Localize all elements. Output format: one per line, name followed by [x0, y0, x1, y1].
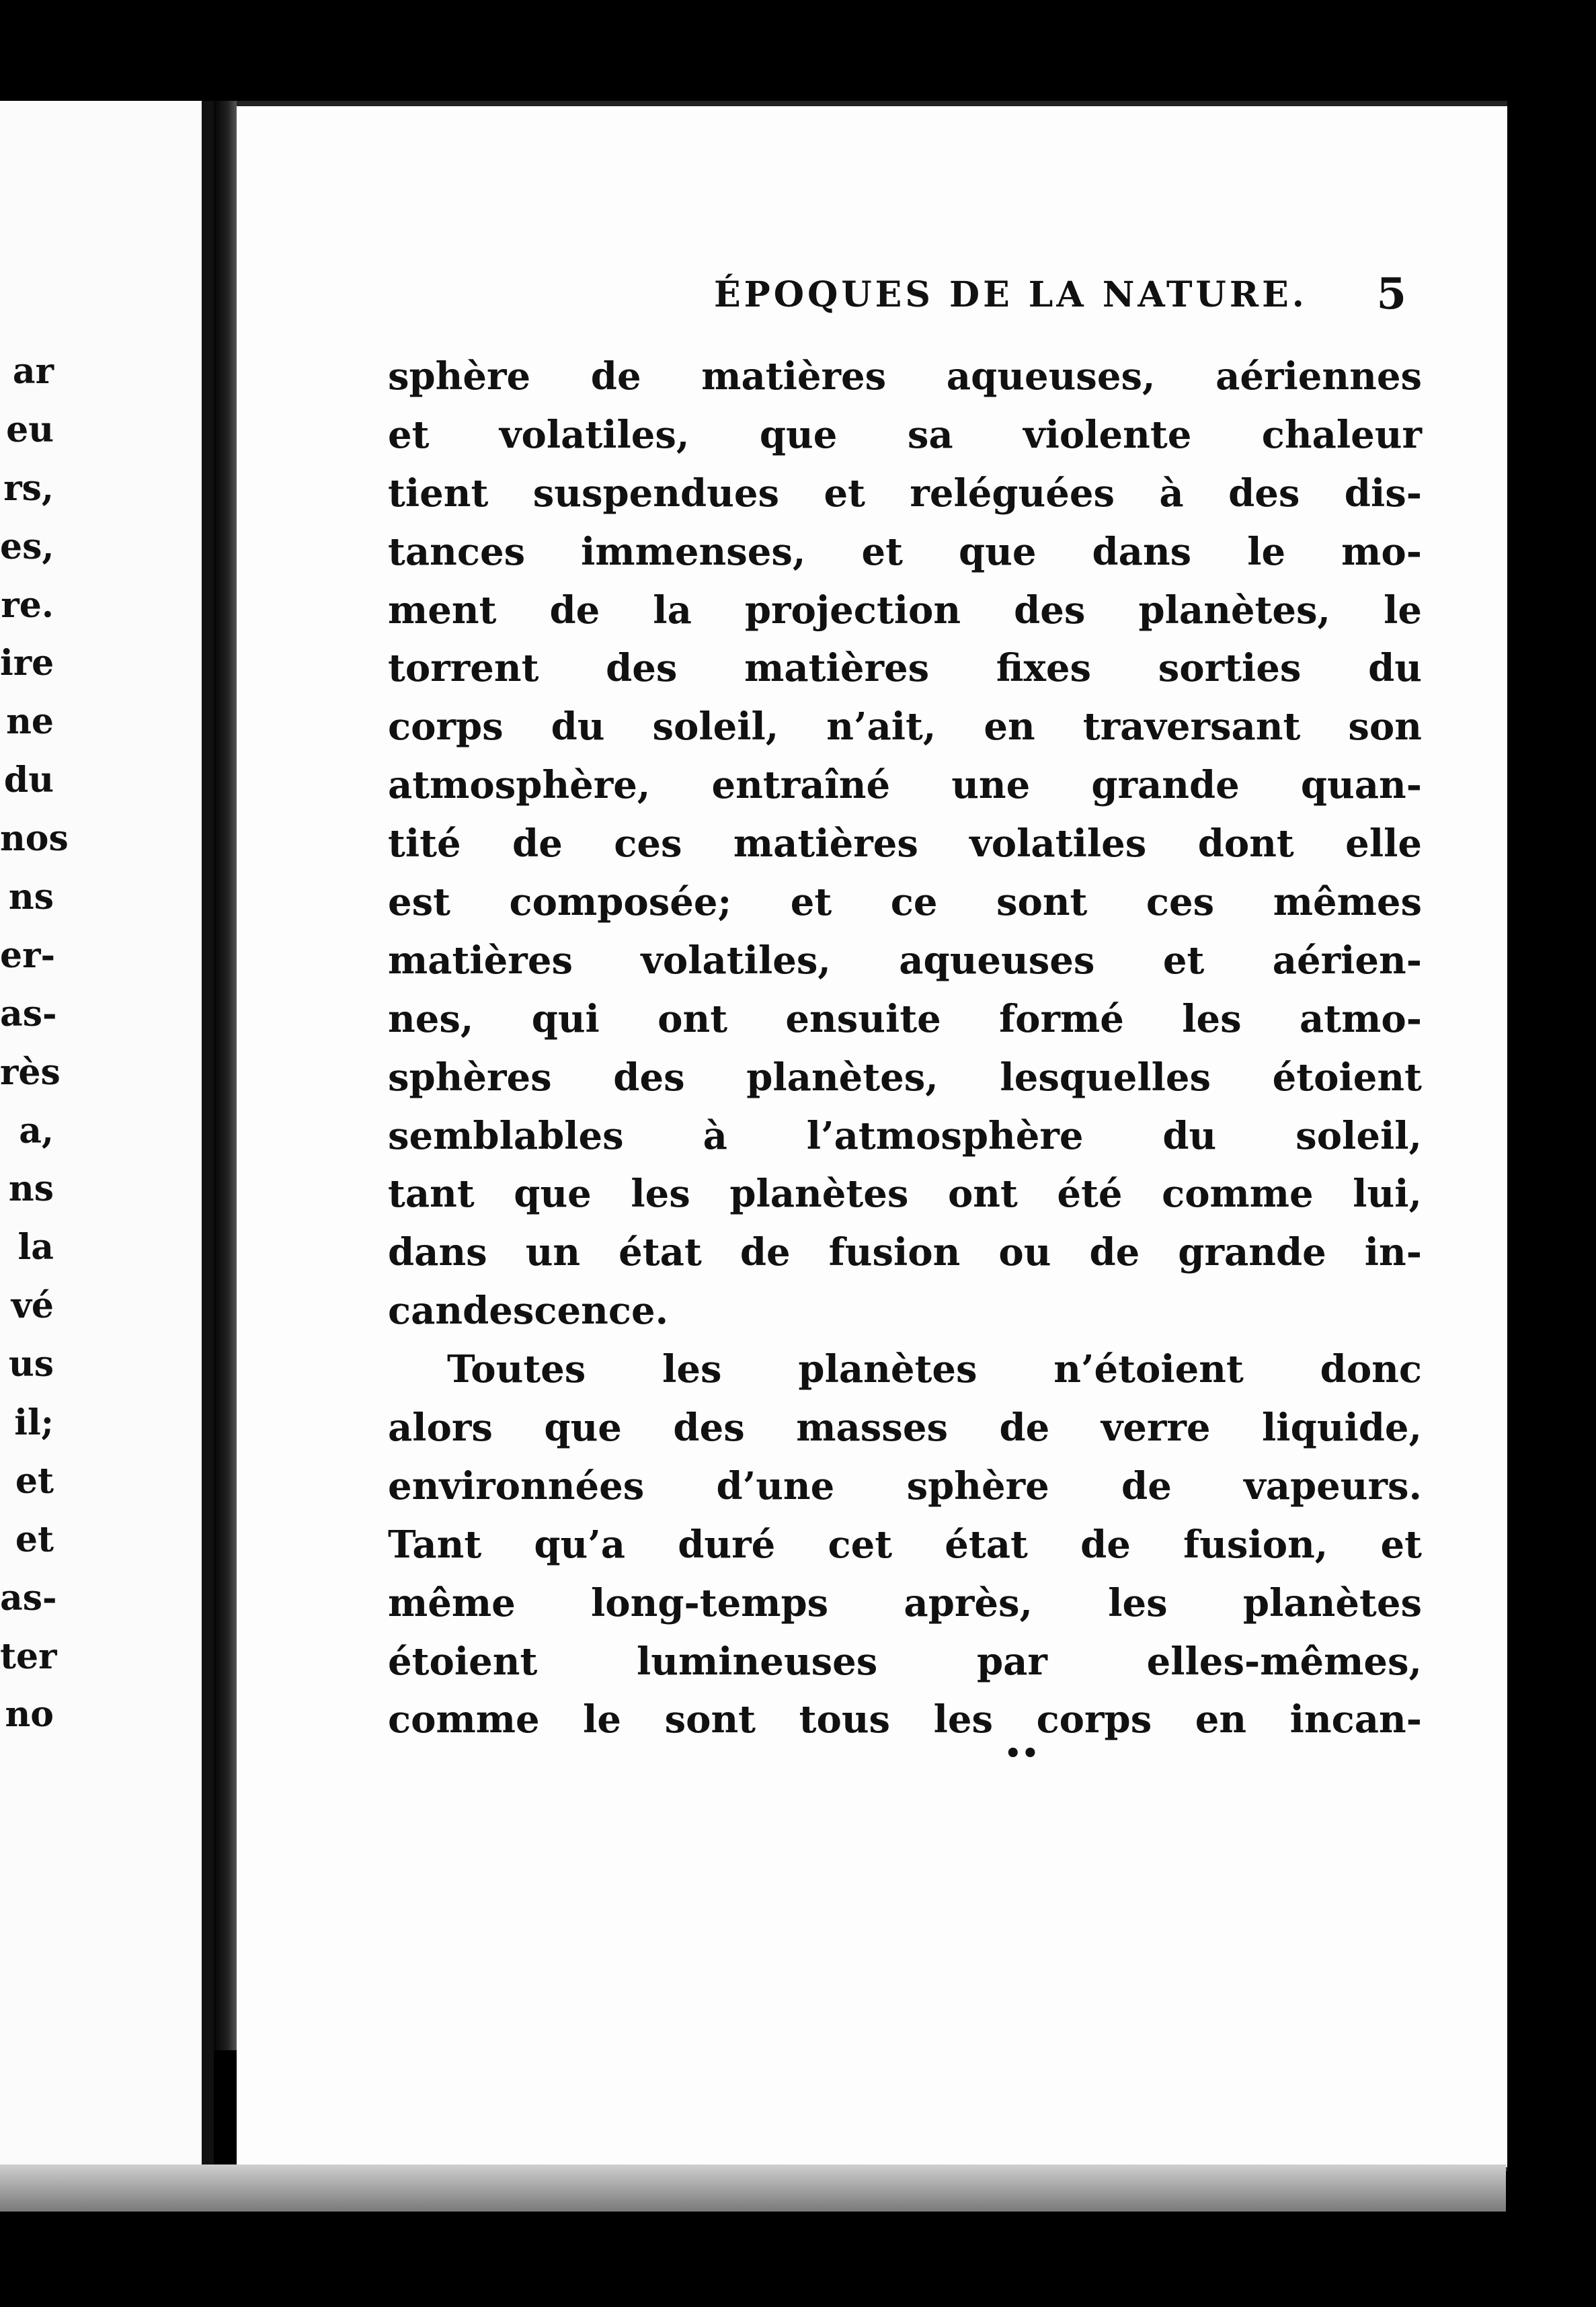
text-line: étoient lumineuses par elles-mêmes, [388, 1639, 1422, 1684]
fragment-line: ar [12, 351, 54, 392]
fragment-line: il; [14, 1402, 54, 1444]
fragment-line: er- [0, 934, 56, 976]
fragment-line: us [8, 1344, 54, 1385]
fragment-line: as- [0, 993, 57, 1035]
fragment-line: eu [6, 409, 54, 450]
text-line: sphère de matières aqueuses, aériennes [388, 354, 1422, 399]
signature-mark: •• [1004, 1738, 1039, 1769]
text-line: dans un état de fusion ou de grande in- [388, 1230, 1422, 1275]
fragment-line: ns [8, 877, 54, 918]
facing-page-text-fragments [0, 343, 69, 1744]
fragment-line: as- [0, 1577, 57, 1619]
fragment-line: la [17, 1227, 54, 1268]
fragment-line: vé [11, 1285, 54, 1327]
text-line: tant que les planètes ont été comme lui, [388, 1172, 1422, 1217]
body-text [388, 348, 1422, 1749]
text-line: comme le sont tous les corps en incan- [388, 1697, 1422, 1742]
text-line: tances immenses, et que dans le mo- [388, 529, 1422, 574]
text-line: est composée; et ce sont ces mêmes [388, 880, 1422, 925]
text-line: environnées d’une sphère de vapeurs. [388, 1463, 1422, 1508]
fragment-line: et [15, 1519, 54, 1560]
text-line: tient suspendues et reléguées à des dis- [388, 471, 1422, 516]
fragment-line: rès [0, 1051, 61, 1093]
text-line: corps du soleil, n’ait, en traversant son [388, 704, 1422, 750]
text-line: sphères des planètes, lesquelles étoient [388, 1055, 1422, 1100]
text-line: candescence. [388, 1289, 669, 1334]
fragment-line: et [15, 1460, 54, 1502]
fragment-line: du [3, 760, 54, 801]
binding-gutter [214, 101, 237, 2050]
text-line: et volatiles, que sa violente chaleur [388, 412, 1422, 457]
text-line: semblables à l’atmosphère du soleil, [388, 1113, 1422, 1158]
fragment-line: ire [0, 643, 54, 684]
text-line: Tant qu’a duré cet état de fusion, et [388, 1522, 1422, 1567]
fragment-line: re. [1, 584, 54, 626]
fragment-line: nos [0, 818, 69, 860]
book-bottom-edge [0, 2164, 1506, 2212]
fragment-line: ns [8, 1168, 54, 1210]
fragment-line: ter [0, 1635, 57, 1677]
facing-page-left [0, 101, 214, 2171]
text-line: ment de la projection des planètes, le [388, 588, 1422, 633]
text-line: nes, qui ont ensuite formé les atmo- [388, 996, 1422, 1041]
running-title: ÉPOQUES DE LA NATURE. [714, 274, 1308, 315]
text-line: tité de ces matières volatiles dont elle [388, 821, 1422, 866]
text-line: Toutes les planètes n’étoient donc [447, 1347, 1422, 1392]
page-header [485, 269, 1420, 329]
fragment-line: ne [6, 701, 54, 743]
fragment-line: es, [0, 526, 54, 567]
text-line: atmosphère, entraîné une grande quan- [388, 763, 1422, 808]
book-page [237, 101, 1507, 2171]
text-line: même long-temps après, les planètes [388, 1580, 1422, 1625]
text-line: matières volatiles, aqueuses et aérien- [388, 938, 1422, 983]
text-line: alors que des masses de verre liquide, [388, 1406, 1422, 1451]
text-line: torrent des matières fixes sorties du [388, 646, 1422, 691]
fragment-line: no [5, 1694, 54, 1736]
fragment-line: rs, [3, 467, 54, 509]
page-number: 5 [1376, 269, 1406, 319]
fragment-line: a, [19, 1110, 54, 1151]
